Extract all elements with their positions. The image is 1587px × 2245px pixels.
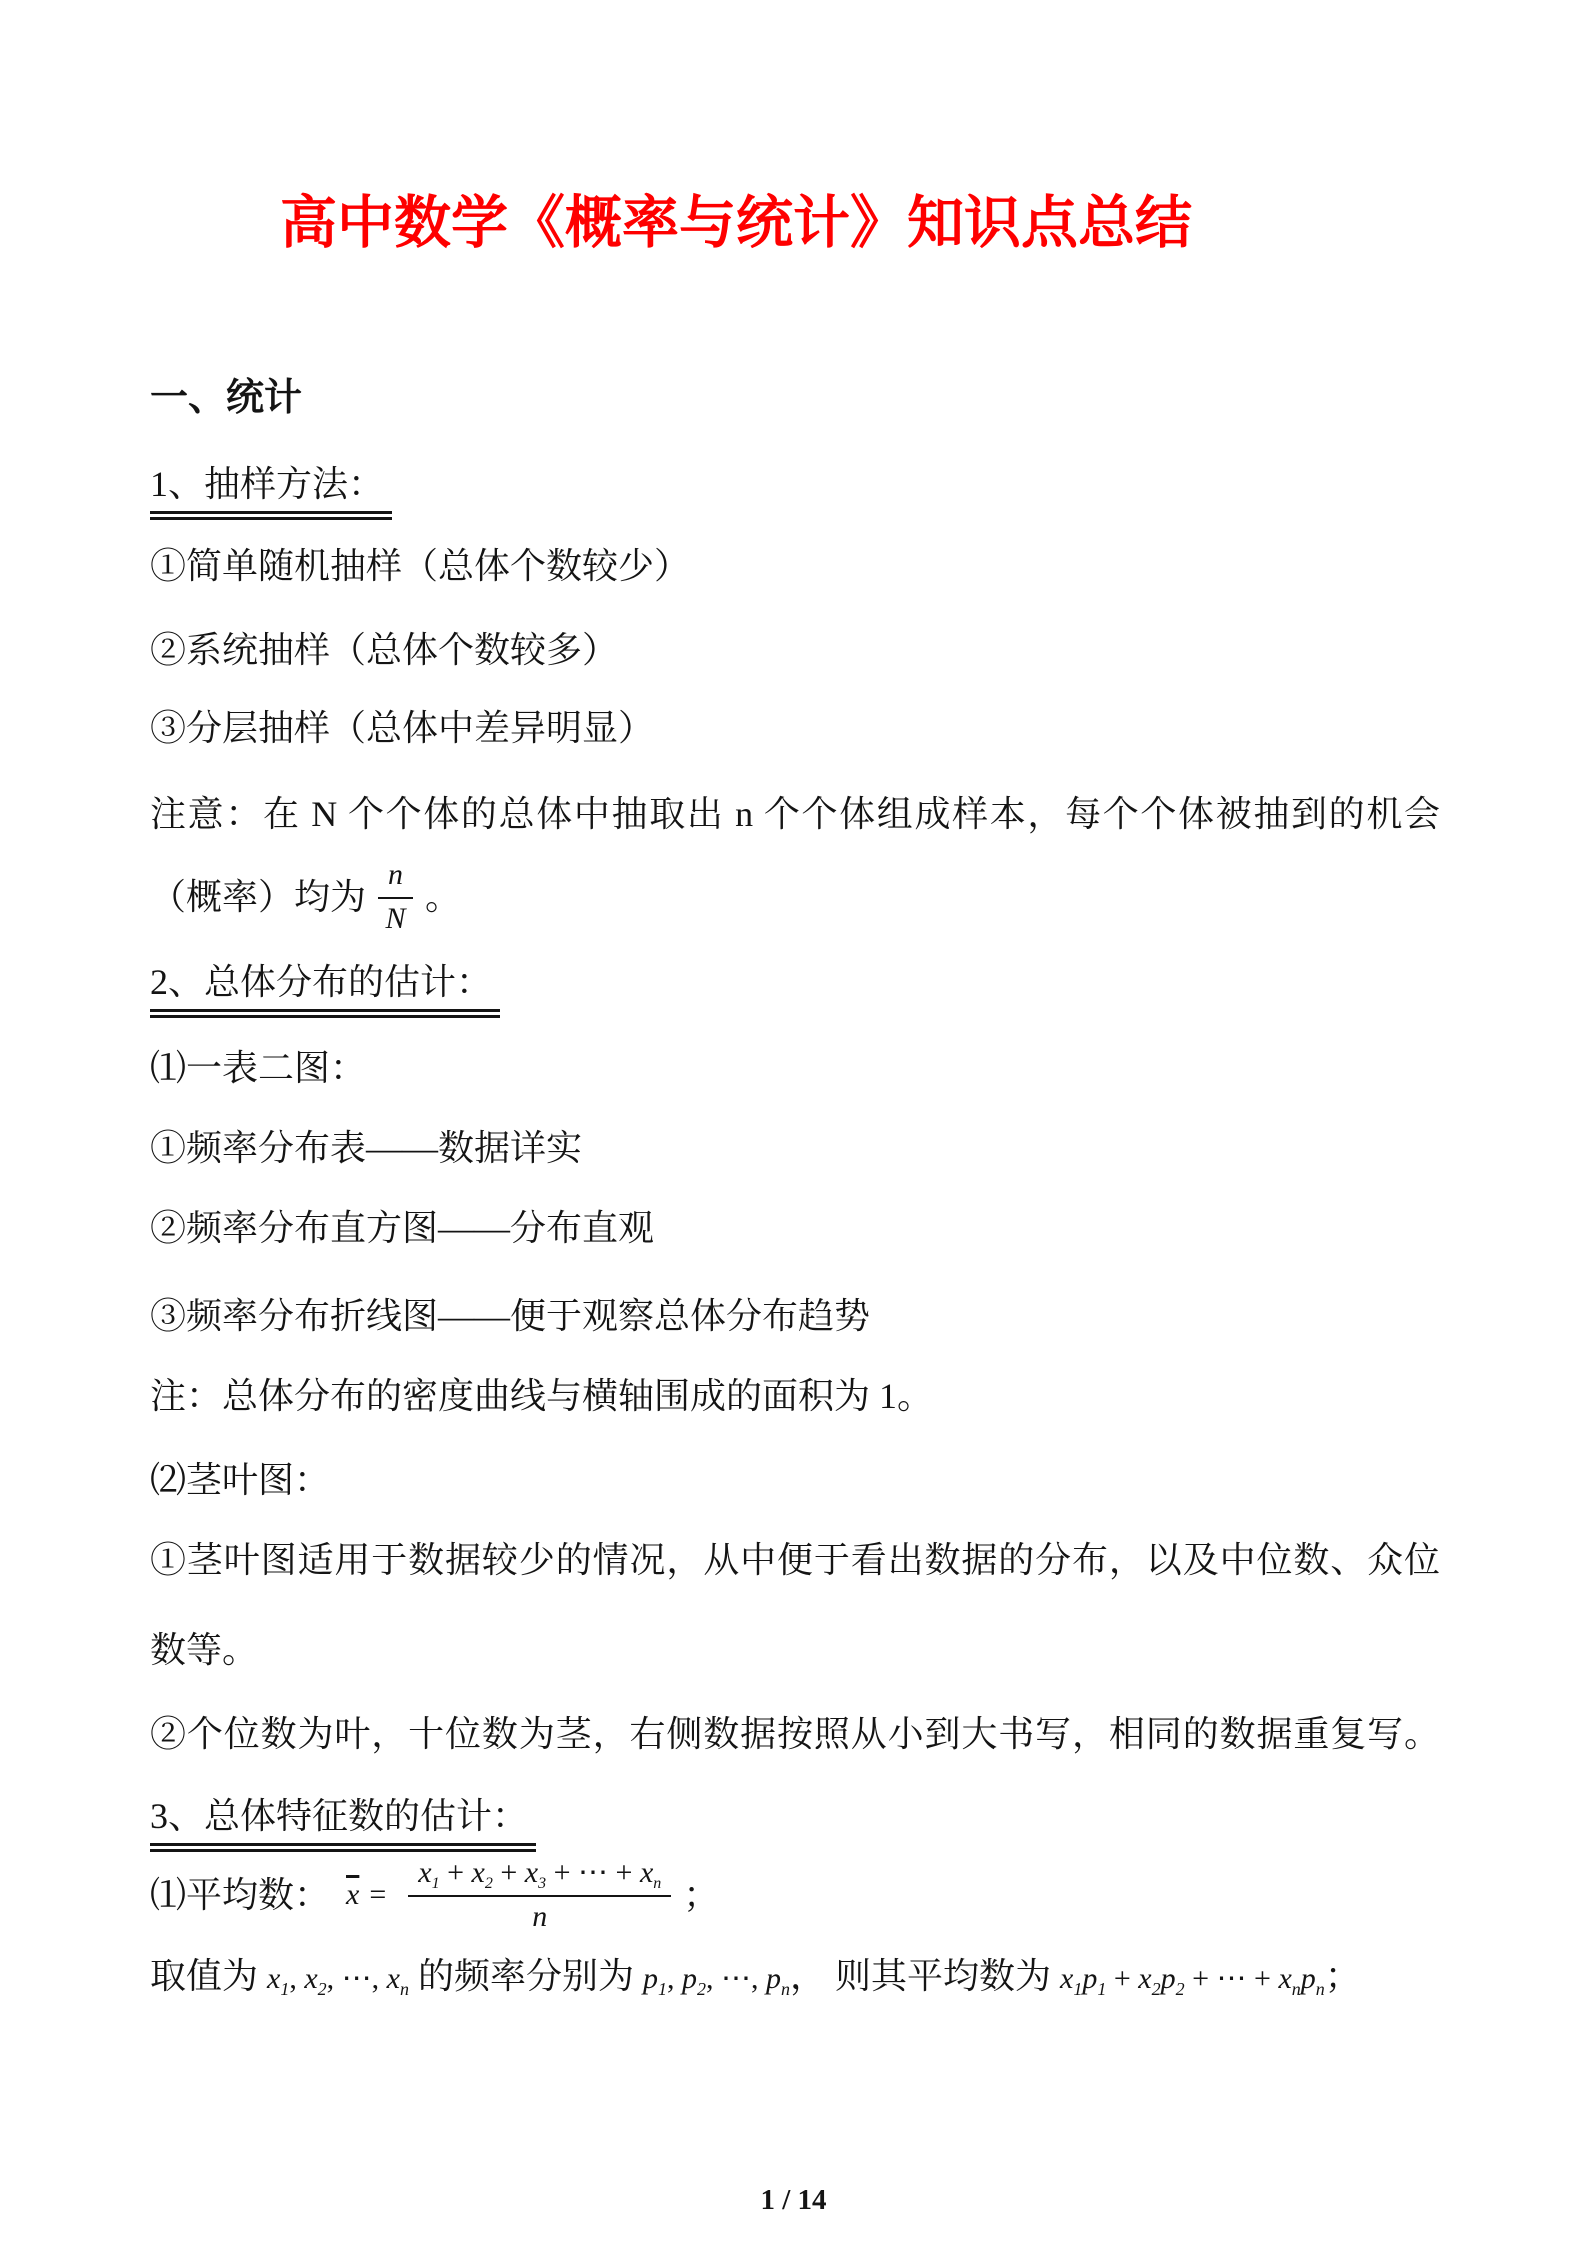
distribution-estimate-heading-text: 2、总体分布的估计： bbox=[150, 958, 500, 1018]
weighted-mean-line: 取值为 $x_1$, $x_2$, ⋯, $x_n$ 的频率分别为 $p_1$, $p_2$, ⋯, $p_n$， 则其平均数为 $x_1p_1 + x_2p_2$ + ⋯ + $x_np_n$； bbox=[150, 1956, 1361, 1999]
stem-leaf-item1-line2: 数等。 bbox=[150, 1630, 259, 1670]
mean-lead: ⑴平均数： bbox=[150, 1875, 331, 1915]
sampling-item-systematic: ②系统抽样（总体个数较多） bbox=[150, 630, 619, 670]
sampling-note-line2 bbox=[150, 858, 1440, 936]
density-curve-note: 注：总体分布的密度曲线与横轴围成的面积为 1。 bbox=[150, 1376, 934, 1416]
stem-leaf-item1-line1: ①茎叶图适用于数据较少的情况，从中便于看出数据的分布，以及中位数、众位 bbox=[150, 1540, 1440, 1580]
mean-xbar-symbol: $\overline{x}$ bbox=[346, 1878, 360, 1911]
fraction-numerator: n bbox=[378, 858, 413, 899]
probability-suffix: 。 bbox=[425, 877, 462, 917]
mean-formula-line bbox=[150, 1856, 1440, 1934]
mean-equals-sign: = bbox=[369, 1878, 387, 1911]
section-heading-statistics: 一、统计 bbox=[150, 377, 303, 419]
table-charts-item-frequency-table: ①频率分布表——数据详实 bbox=[150, 1128, 583, 1168]
sampling-item-stratified: ③分层抽样（总体中差异明显） bbox=[150, 708, 655, 748]
subsection-heading-distribution-estimate bbox=[150, 958, 1440, 1018]
fraction-denominator: N bbox=[385, 901, 406, 935]
subsection-heading-characteristic-numbers bbox=[150, 1792, 1440, 1852]
document-title: 高中数学《概率与统计》知识点总结 bbox=[280, 192, 1192, 255]
characteristic-numbers-heading-text: 3、总体特征数的估计： bbox=[150, 1792, 536, 1852]
mean-fraction-numerator: $x_1 + x_2 + x_3$ + ⋯ + $x_n$ bbox=[408, 1856, 671, 1897]
page-number: 1 / 14 bbox=[760, 2184, 827, 2216]
mean-fraction bbox=[408, 1856, 671, 1934]
subsection-heading-sampling-methods bbox=[150, 460, 1440, 520]
mean-formula-suffix: ； bbox=[683, 1875, 720, 1915]
table-charts-item-histogram: ②频率分布直方图——分布直观 bbox=[150, 1208, 655, 1248]
mean-fraction-denominator: n bbox=[532, 1899, 548, 1933]
stem-leaf-item2: ②个位数为叶，十位数为茎，右侧数据按照从小到大书写，相同的数据重复写。 bbox=[150, 1714, 1440, 1754]
table-charts-lead: ⑴一表二图： bbox=[150, 1048, 367, 1088]
stem-leaf-lead: ⑵茎叶图： bbox=[150, 1460, 331, 1500]
document-body bbox=[150, 0, 1440, 2245]
probability-prefix: （概率）均为 bbox=[150, 877, 367, 917]
fraction-n-over-N bbox=[378, 858, 413, 936]
sampling-methods-heading-text: 1、抽样方法： bbox=[150, 460, 392, 520]
table-charts-item-frequency-polygon: ③频率分布折线图——便于观察总体分布趋势 bbox=[150, 1296, 871, 1336]
sampling-item-simple-random: ①简单随机抽样（总体个数较少） bbox=[150, 546, 691, 586]
sampling-note-line1: 注意：在 N 个个体的总体中抽取出 n 个个体组成样本，每个个体被抽到的机会 bbox=[150, 794, 1440, 834]
